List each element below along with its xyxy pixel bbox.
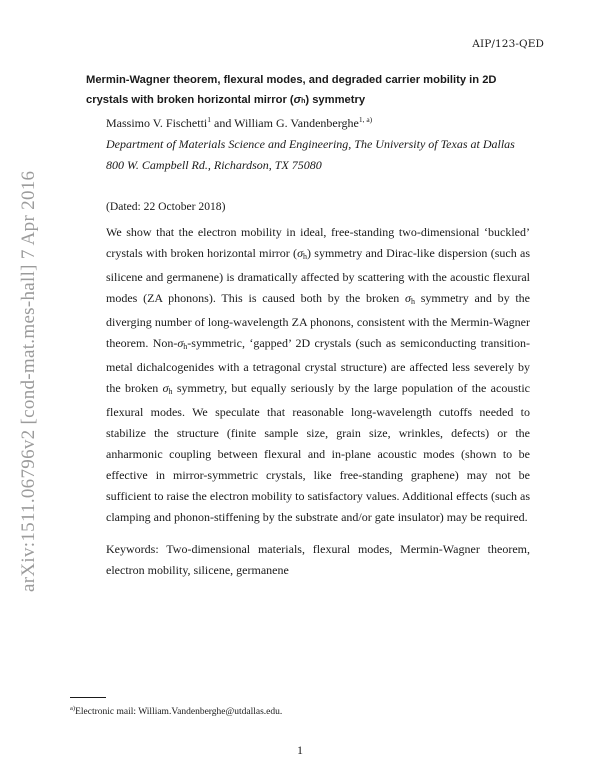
author-affil-mark-1: 1	[207, 115, 211, 124]
footnote	[70, 705, 282, 717]
abstract-part-5: symmetry, but equally seriously by the large population of the acoustic flexural modes. We speculate that reasonable long-wavelength cutoffs needed to stabilize the structure (finite sample size, grain size, wrinkles, defects) or the anharmonic coupling between flexural and in-plane acoustic modes (shown to be effective in mirror-symmetric crystals, like free-standing graphene) may not be sufficient to raise the electron mobility to satisfactory values. Additional effects (such as clamping and phonon-stiffening by the substrate and/or gate insulator) may be required.	[106, 381, 530, 524]
abstract-part-1: We show that the electron mobility in ideal, free-standing two-dimensional ‘buckled’ crystals with broken horizontal mirror (	[106, 225, 530, 260]
abstract-part-3: symmetry and by the diverging number of long-wavelength ZA phonons, consistent with the Mermin-Wagner theorem. Non-	[106, 291, 530, 350]
page-number: 1	[297, 743, 303, 757]
abstract-part-4: -symmetric, ‘gapped’ 2D crystals (such as semiconducting transition-metal dichalcogenides with a tetragonal crystal structure) are affected less severely by the broken	[106, 336, 530, 395]
journal-ref-code: AIP/123-QED	[472, 38, 544, 50]
abstract-sub-2: h	[410, 297, 415, 306]
author-name-2: William G. Vandenberghe	[234, 116, 359, 130]
abstract-sub-4: h	[168, 387, 173, 396]
footnote-divider	[70, 697, 106, 698]
author-list	[106, 115, 372, 131]
abstract-sigma-1: σ	[297, 246, 303, 260]
title-sigma-subscript: h	[301, 98, 306, 105]
arxiv-identifier-stamp: arXiv:1511.06796v2 [cond-mat.mes-hall] 7 Apr 2016	[18, 170, 39, 592]
affiliation-department: Department of Materials Science and Engineering, The University of Texas at Dallas	[106, 137, 515, 151]
abstract-sigma-2: σ	[405, 291, 411, 305]
abstract-sigma-4: σ	[162, 381, 169, 395]
footnote-email: Electronic mail: William.Vandenberghe@utdallas.edu.	[75, 707, 283, 718]
author-name-1: Massimo V. Fischetti	[106, 116, 208, 130]
title-text-2: ) symmetry	[305, 94, 366, 106]
abstract-sigma-3: σ	[177, 336, 184, 350]
footnote-mark: a)	[70, 705, 76, 712]
abstract-sub-1: h	[302, 252, 307, 261]
abstract-sub-3: h	[183, 342, 188, 351]
affiliation	[106, 134, 526, 176]
affiliation-address: 800 W. Campbell Rd., Richardson, TX 75080	[106, 158, 322, 172]
abstract	[106, 222, 530, 528]
author-affil-mark-2: 1, a)	[358, 115, 373, 124]
title-text-1: Mermin-Wagner theorem, flexural modes, and degraded carrier mobility in 2D crystals with broken horizontal mirror (	[86, 74, 497, 106]
paper-title	[86, 70, 526, 112]
author-conjunction: and	[211, 116, 235, 130]
date-line: (Dated: 22 October 2018)	[106, 200, 226, 213]
keywords: Keywords: Two-dimensional materials, flexural modes, Mermin-Wagner theorem, electron mobility, silicene, germanene	[106, 542, 530, 577]
title-sigma: σ	[293, 94, 302, 106]
abstract-part-2: ) symmetry and Dirac-like dispersion (such as silicene and germanene) is dramatically affected by scattering with the acoustic flexural modes (ZA phonons). This is caused both by the broken	[106, 246, 530, 305]
